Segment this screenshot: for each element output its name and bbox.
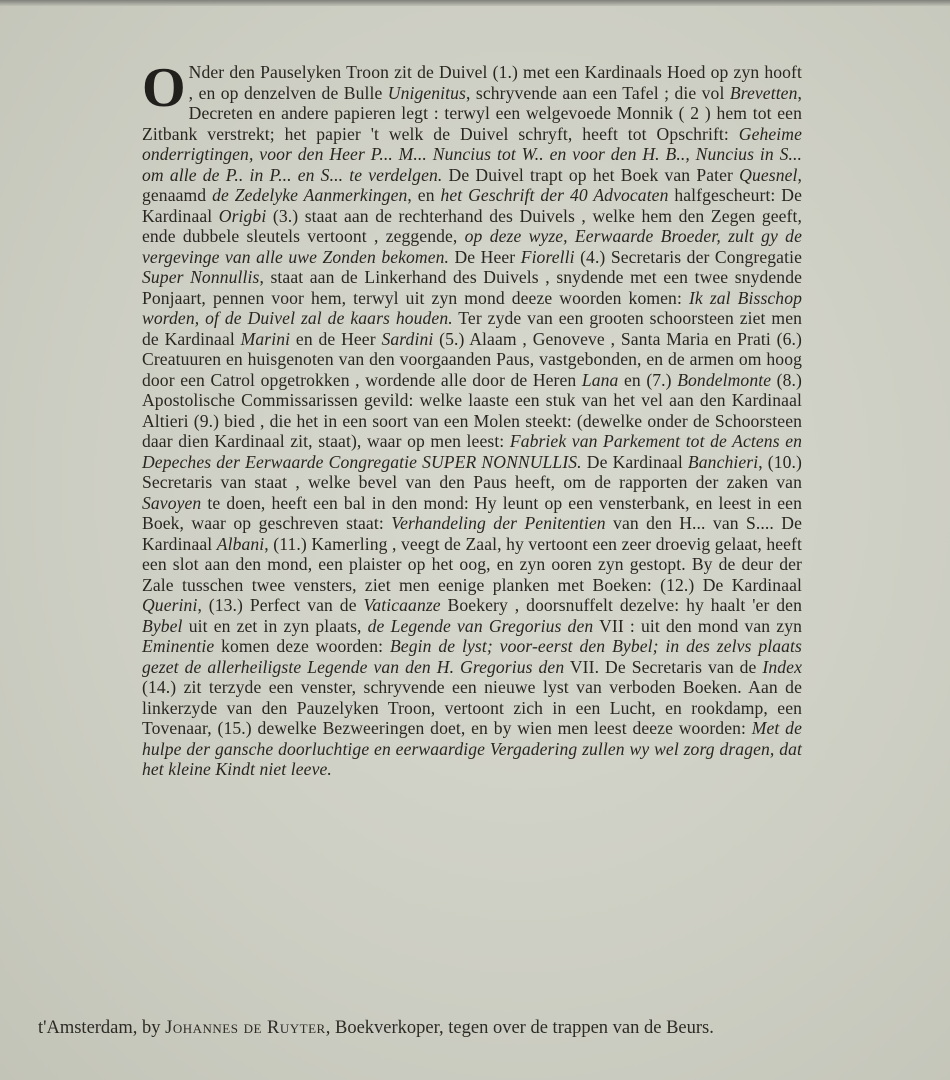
text-run: halfgescheurt: De Kardinaal — [142, 185, 803, 226]
drop-cap: O — [142, 57, 186, 119]
italic-phrase: Brevetten — [729, 82, 798, 103]
text-run: (4.) Secretaris der Congregatie — [574, 246, 802, 267]
italic-phrase: Begin de lyst; voor-eerst den Bybel; in des zelvs plaats gezet de allerheiligste Legende van den H. Gregorius den — [142, 636, 802, 677]
italic-phrase: Met de hulpe der gansche doorluchtige en eerwaardige Vergadering zullen wy wel zorg dragen, dat het kleine Kindt niet leeve. — [142, 718, 802, 779]
text-run: Nder den Pauselyken Troon zit de Duivel (1.) met een Kardinaals Hoed op zyn hooft , en op denzelven de Bulle — [188, 62, 802, 103]
italic-phrase: Super Nonnullis — [142, 267, 260, 287]
text-run: , Decreten en andere papieren legt : terwyl een welgevoede Monnik ( 2 ) hem tot een Zitbank verstrekt; het papier 't welk de Duivel schryft, heeft tot Opschrift: — [142, 82, 802, 144]
text-run: , genaamd — [142, 164, 802, 205]
text-run: De Kardinaal — [581, 451, 688, 472]
text-run: (8.) Apostolische Commissarissen gevild: welke laaste een stuk van het vel aan den Kardinaal Altieri (9.) bied , die het in een soort van een Molen steekt: (dewelke onder de Schoorsteen daar dien Kardinaal zit, staat), waar op men leest: — [142, 369, 802, 451]
text-run: Boekery , doorsnuffelt dezelve: hy haalt 'er den — [440, 595, 802, 615]
text-run: van den H... van S.... De Kardinaal — [142, 513, 803, 554]
imprint-trade: , Boekverkoper, tegen over de trappen van de Beurs. — [325, 1018, 714, 1038]
text-run: , en — [407, 185, 441, 205]
text-run: (3.) staat aan de rechterhand des Duivels , welke hem den Zegen geeft, ende dubbele sleutels vertoont , zeggende, — [142, 205, 802, 246]
paper-edge — [0, 0, 950, 6]
italic-phrase: Eminentie — [142, 636, 215, 656]
italic-phrase: Vaticaanze — [363, 595, 441, 615]
text-run: en (7.) — [618, 369, 678, 390]
italic-phrase: Bybel — [142, 615, 183, 636]
text-run: en de Heer — [290, 328, 382, 349]
italic-phrase: Bondelmonte — [677, 369, 772, 390]
text-run: , (13.) Perfect van de — [197, 595, 364, 615]
text-run: Ter zyde van een grooten schoorsteen ziet men de Kardinaal — [142, 308, 802, 349]
italic-phrase: Albani — [216, 533, 265, 554]
text-run: komen deze woorden: — [214, 636, 390, 656]
text-run: , (11.) Kamerling , veegt de Zaal, hy vertoont een zeer droevig gelaat, heeft een slot aan den mond, een plaister op het oog, en zyn ooren zyn gestopt. By de deur der Zale tusschen twee vensters, ziet men eenige planken met Boeken: (12.) De Kardinaal — [142, 533, 802, 595]
italic-phrase: het Geschrift der 40 Advocaten — [440, 185, 669, 205]
italic-phrase: Unigenitus — [387, 82, 466, 103]
text-run: VII. De Secretaris van de — [564, 656, 763, 677]
italic-phrase: Querini — [142, 595, 198, 615]
text-run: VII : uit den mond van zyn — [593, 615, 802, 636]
italic-phrase: Lana — [581, 369, 619, 390]
italic-phrase: Sardini — [381, 328, 434, 349]
text-run: (5.) Alaam , Genoveve , Santa Maria en Prati (6.) Creatuuren en huisgenoten van den voorgaanden Paus, vastgebonden, en de armen om hoog door een Catrol opgetrokken , wordende alle door de Heren — [142, 328, 802, 390]
text-run: , schryvende aan een Tafel ; die vol — [466, 82, 730, 103]
italic-phrase: de Zedelyke Aanmerkingen — [212, 185, 408, 205]
italic-phrase: Quesnel — [739, 164, 798, 185]
italic-phrase: Marini — [240, 328, 291, 349]
text-run: , staat aan de Linkerhand des Duivels , snydende met een twee snydende Ponjaart, pennen voor hem, terwyl uit zyn mond deeze woorden komen: — [142, 267, 802, 308]
text-run: uit en zet in zyn plaats, — [182, 615, 368, 636]
text-run: De Duivel trapt op het Boek van Pater — [442, 164, 740, 185]
body-paragraph — [142, 57, 803, 780]
text-run: , (10.) Secretaris van staat , welke bevel van den Paus heeft, om de rapporten der zaken van — [142, 451, 802, 492]
italic-phrase: Index — [762, 656, 802, 677]
imprint-line — [38, 1018, 928, 1039]
explanation-text — [142, 57, 803, 780]
text-run: (14.) zit terzyde een venster, schryvende een nieuwe lyst van verboden Boeken. Aan de linkerzyde van den Pauzelyken Troon, vertoont zich in een Lucht, en rookdamp, een Tovenaar, (15.) dewelke Bezweeringen doet, en by wien men leest deeze woorden: — [142, 677, 802, 738]
italic-phrase: de Legende van Gregorius den — [367, 615, 594, 636]
italic-phrase: Origbi — [218, 205, 267, 226]
text-run: te doen, heeft een bal in den mond: Hy leunt op een vensterbank, en leest in een Boek, waar op geschreven staat: — [142, 492, 802, 533]
italic-phrase: Banchieri — [687, 451, 759, 472]
imprint-publisher: Johannes de Ruyter — [165, 1018, 326, 1038]
italic-phrase: Verhandeling der Penitentien — [391, 513, 606, 533]
italic-phrase: Ik zal Bisschop worden, of de Duivel zal de kaars houden. — [142, 287, 802, 328]
italic-phrase: Savoyen — [142, 492, 202, 513]
italic-phrase: Fiorelli — [520, 246, 575, 267]
italic-phrase: Geheime onderrigtingen, voor den Heer P... M... Nuncius tot W.. en voor den H. B.., Nuncius in S... om alle de P.. in P... en S... te verdelgen. — [142, 123, 802, 185]
italic-phrase: op deze wyze, Eerwaarde Broeder, zult gy de vergevinge van alle uwe Zonden bekomen. — [142, 226, 802, 267]
imprint-place: t'Amsterdam, by — [38, 1018, 166, 1038]
text-run: De Heer — [449, 246, 521, 267]
italic-phrase: Fabriek van Parkement tot de Actens en Depeches der Eerwaarde Congregatie SUPER NONNULLIS. — [142, 431, 803, 472]
